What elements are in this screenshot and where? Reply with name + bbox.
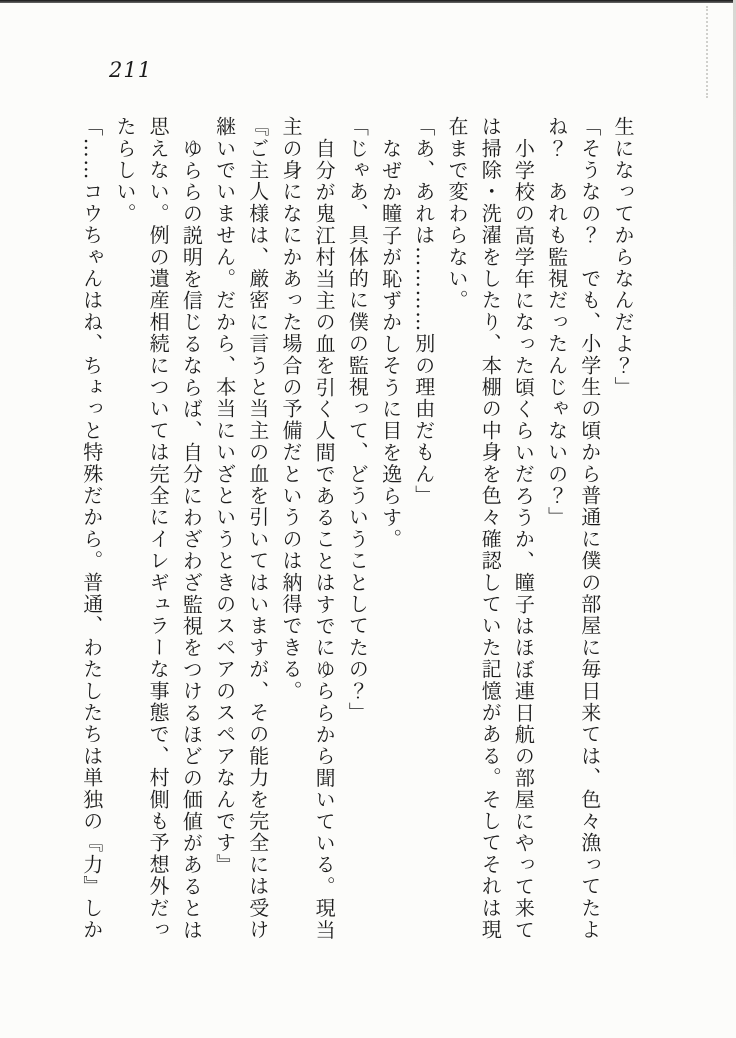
text-line: 小学校の高学年になった頃くらいだろうか、瞳子はほぼ連日航の部屋にやって来て [511,137,536,941]
text-line: 「そうなの？ でも、小学生の頃から普通に僕の部屋に毎日来ては、色々漁ってたよ [577,116,602,941]
text-line: 在まで変わらない。 [444,116,469,312]
text-line: ゆららの説明を信じるならば、自分にわざわざ監視をつけるほどの価値があるとは [179,137,204,941]
text-line: 「じゃあ、具体的に僕の監視って、どういうことしてたの？」 [345,116,370,724]
text-line: 主の身になにかあった場合の予備だというのは納得できる。 [278,116,303,702]
text-line: は掃除・洗濯をしたり、本棚の中身を色々確認していた記憶がある。そしてそれは現 [478,116,503,941]
scan-top-edge-line [0,0,736,3]
text-line: 「……コウちゃんはね、ちょっと特殊だから。普通、わたしたちは単独の『力』しか [79,116,104,941]
text-line: なぜか瞳子が恥ずかしそうに目を逸らす。 [378,137,403,550]
novel-text-block [73,116,639,946]
text-line: 自分が鬼江村当主の血を引く人間であることはすでにゆららから聞いている。現当 [312,137,337,941]
text-line: たらしい。 [112,116,137,225]
text-line: 継いでいません。だから、本当にいざというときのスペアのスペアなんです』 [212,116,237,876]
text-line: 「あ、あれは…………別の理由だもん」 [411,116,436,507]
page-number: 211 [109,58,153,82]
text-line: ね？ あれも監視だったんじゃないの？」 [544,116,569,529]
text-line: 思えない。例の遺産相続については完全にイレギュラーな事態で、村側も予想外だっ [146,116,171,941]
bleed-through-artifact [706,6,708,98]
text-line: 生になってからなんだよ？」 [611,116,635,399]
text-line: 『ご主人様は、厳密に言うと当主の血を引いてはいますが、その能力を完全には受け [245,116,270,941]
